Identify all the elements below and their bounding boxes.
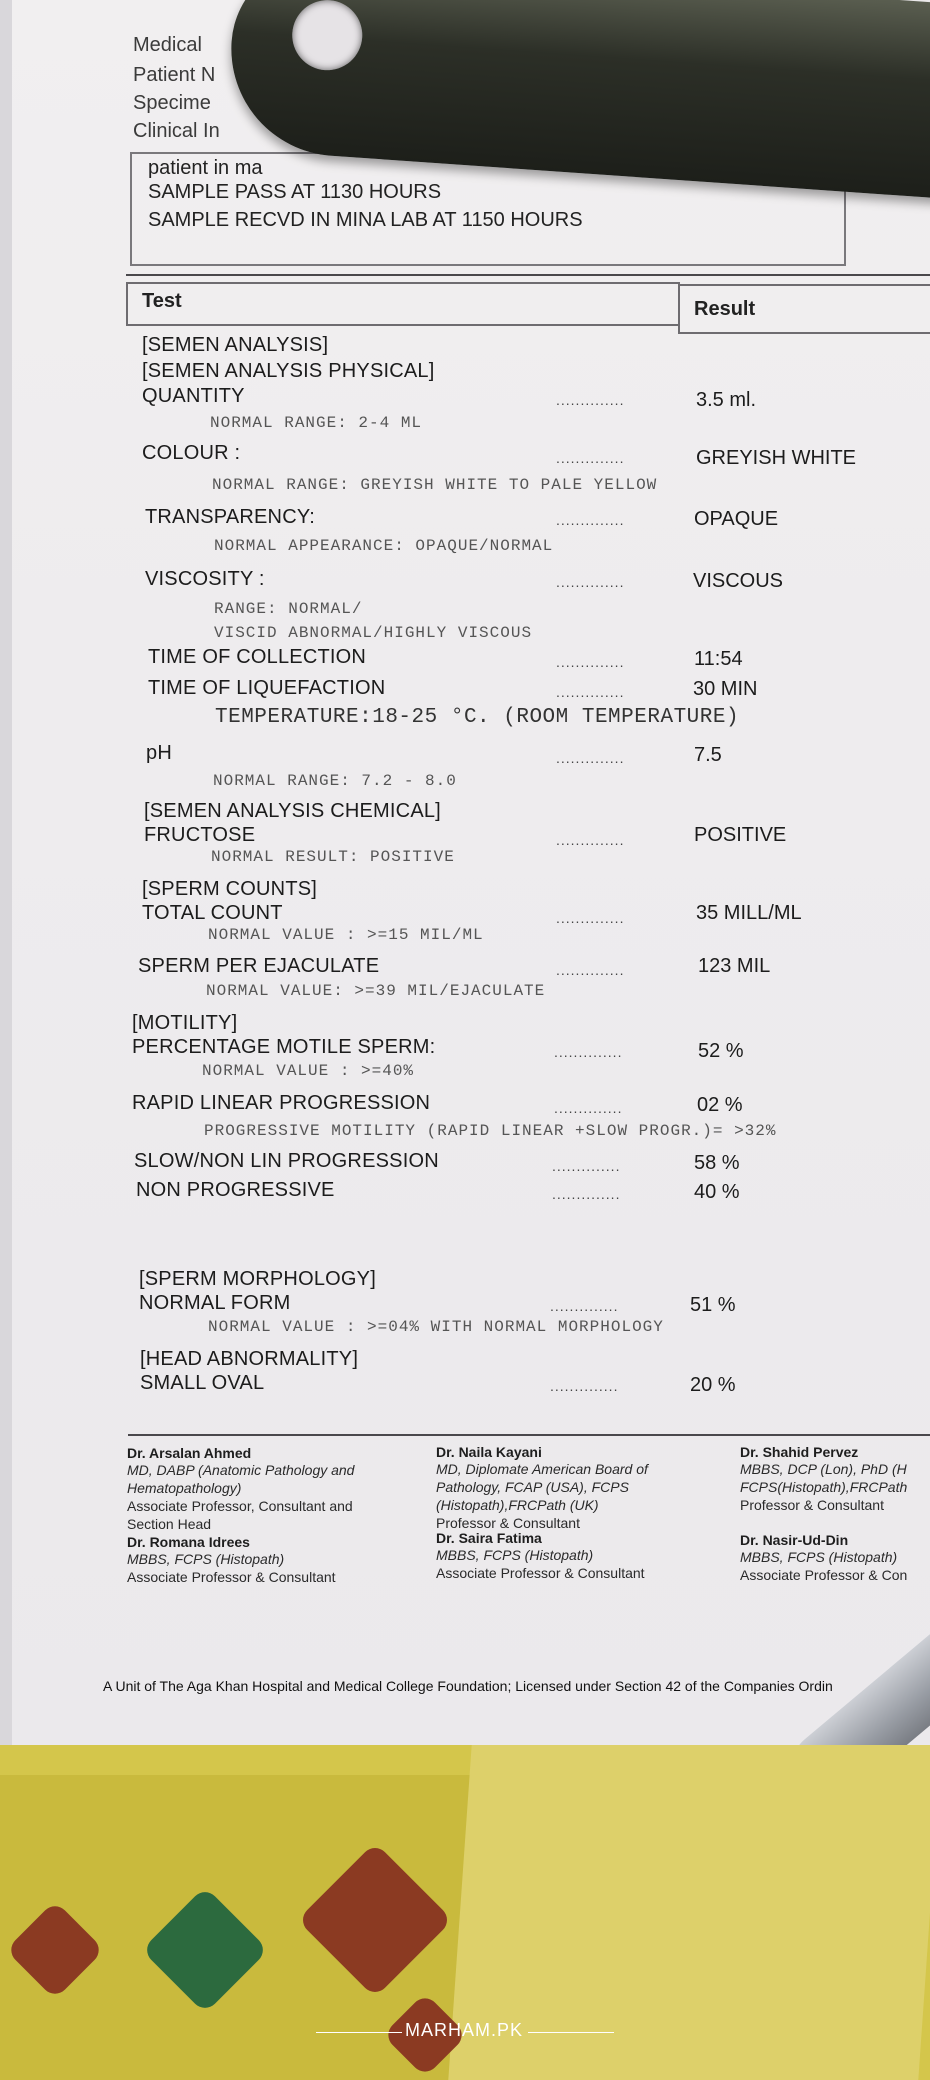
doctor-name: Dr. Shahid Pervez xyxy=(740,1444,859,1460)
test-name: TIME OF LIQUEFACTION xyxy=(148,677,386,699)
section-heading: [SPERM COUNTS] xyxy=(142,878,318,900)
doctor-title: Professor & Consultant xyxy=(740,1497,884,1513)
reference-range: NORMAL VALUE : >=40% xyxy=(202,1062,415,1080)
header-label-patient: Patient N xyxy=(133,64,216,86)
test-name: pH xyxy=(146,742,172,764)
test-name: TRANSPARENCY: xyxy=(145,506,316,528)
test-name: NON PROGRESSIVE xyxy=(136,1179,335,1201)
doctor-name: Dr. Saira Fatima xyxy=(436,1530,542,1546)
test-name: RAPID LINEAR PROGRESSION xyxy=(132,1092,431,1114)
header-label-medical: Medical xyxy=(133,34,202,56)
test-name: SMALL OVAL xyxy=(140,1372,265,1394)
test-result: GREYISH WHITE xyxy=(696,447,857,469)
doctor-title: Associate Professor & Consultant xyxy=(127,1569,336,1585)
test-result: 52 % xyxy=(698,1040,744,1062)
clinical-note-line: SAMPLE PASS AT 1130 HOURS xyxy=(148,181,442,203)
reference-range: PROGRESSIVE MOTILITY (RAPID LINEAR +SLOW PROGR.)= >32% xyxy=(204,1122,777,1140)
doctor-name: Dr. Romana Idrees xyxy=(127,1534,250,1550)
doctor-block xyxy=(740,1444,907,1514)
test-column-header xyxy=(126,282,680,326)
test-name: COLOUR : xyxy=(142,442,241,464)
test-result: 02 % xyxy=(697,1094,743,1116)
doctor-credentials: MBBS, FCPS (Histopath) xyxy=(436,1547,594,1563)
reference-range: NORMAL RESULT: POSITIVE xyxy=(211,848,455,866)
test-result: 20 % xyxy=(690,1374,736,1396)
test-name: FRUCTOSE xyxy=(144,824,256,846)
test-result: 40 % xyxy=(694,1181,740,1203)
leader-dots: .............. xyxy=(556,684,625,700)
doctor-block xyxy=(436,1530,645,1582)
doctor-credentials: Hematopathology) xyxy=(127,1480,242,1496)
section-heading: [SEMEN ANALYSIS PHYSICAL] xyxy=(142,360,435,382)
leader-dots: .............. xyxy=(556,910,625,926)
test-result: 123 MIL xyxy=(698,955,771,977)
leader-dots: .............. xyxy=(552,1158,621,1174)
doctor-credentials: FCPS(Histopath),FRCPath xyxy=(740,1479,908,1495)
reference-range: RANGE: NORMAL/ xyxy=(214,600,363,618)
test-name: QUANTITY xyxy=(142,385,245,407)
test-result: 30 MIN xyxy=(693,678,758,700)
test-result: 11:54 xyxy=(694,648,743,670)
reference-range: NORMAL RANGE: GREYISH WHITE TO PALE YELLOW xyxy=(212,476,658,494)
doctor-name: Dr. Nasir-Ud-Din xyxy=(740,1532,849,1548)
leader-dots: .............. xyxy=(550,1298,619,1314)
doctor-block xyxy=(127,1445,354,1533)
leader-dots: .............. xyxy=(556,450,625,466)
doctor-title: Professor & Consultant xyxy=(436,1515,580,1531)
doctor-credentials: MD, DABP (Anatomic Pathology and xyxy=(127,1462,355,1478)
test-name: SLOW/NON LIN PROGRESSION xyxy=(134,1150,439,1172)
temperature-note: TEMPERATURE:18-25 °C. (ROOM TEMPERATURE) xyxy=(215,706,740,729)
doctor-name: Dr. Arsalan Ahmed xyxy=(127,1445,252,1461)
leader-dots: .............. xyxy=(554,1100,623,1116)
paper-edge xyxy=(0,0,12,1745)
doctor-credentials: (Histopath),FRCPath (UK) xyxy=(436,1497,599,1513)
doctor-title: Associate Professor, Consultant and xyxy=(127,1498,353,1514)
doctor-title: Associate Professor & Con xyxy=(740,1567,908,1583)
test-name: TIME OF COLLECTION xyxy=(148,646,367,668)
leader-dots: .............. xyxy=(552,1186,621,1202)
doctor-credentials: MBBS, FCPS (Histopath) xyxy=(740,1549,898,1565)
test-result: 3.5 ml. xyxy=(696,389,757,411)
leader-dots: .............. xyxy=(556,392,625,408)
reference-range: NORMAL RANGE: 7.2 - 8.0 xyxy=(213,772,457,790)
test-result: VISCOUS xyxy=(693,570,784,592)
doctor-title: Associate Professor & Consultant xyxy=(436,1565,645,1581)
leader-dots: .............. xyxy=(550,1378,619,1394)
doctor-credentials: Pathology, FCAP (USA), FCPS xyxy=(436,1479,629,1495)
leader-dots: .............. xyxy=(556,512,625,528)
reference-range: NORMAL RANGE: 2-4 ML xyxy=(210,414,423,432)
doctor-credentials: MBBS, FCPS (Histopath) xyxy=(127,1551,285,1567)
test-name: VISCOSITY : xyxy=(145,568,265,590)
doctor-name: Dr. Naila Kayani xyxy=(436,1444,542,1460)
test-result: POSITIVE xyxy=(694,824,787,846)
reference-range: NORMAL VALUE: >=39 MIL/EJACULATE xyxy=(206,982,546,1000)
leader-dots: .............. xyxy=(556,750,625,766)
test-name: PERCENTAGE MOTILE SPERM: xyxy=(132,1036,436,1058)
leader-dots: .............. xyxy=(554,1044,623,1060)
doctor-block xyxy=(127,1534,336,1586)
footer-text: A Unit of The Aga Khan Hospital and Medical College Foundation; Licensed under Section 42 of the Companies Ordin xyxy=(103,1678,833,1694)
clinical-note-line: SAMPLE RECVD IN MINA LAB AT 1150 HOURS xyxy=(148,209,583,231)
watermark-line xyxy=(316,2032,402,2033)
reference-range: VISCID ABNORMAL/HIGHLY VISCOUS xyxy=(214,624,533,642)
reference-range: NORMAL VALUE : >=15 MIL/ML xyxy=(208,926,484,944)
signature-divider xyxy=(128,1434,930,1436)
section-heading: [HEAD ABNORMALITY] xyxy=(140,1348,359,1370)
header-label-clinical: Clinical In xyxy=(133,120,220,142)
doctor-block xyxy=(740,1532,907,1584)
test-name: SPERM PER EJACULATE xyxy=(138,955,380,977)
clinical-note-line: patient in ma xyxy=(148,157,263,179)
clip-hole xyxy=(290,0,365,73)
test-header-label: Test xyxy=(142,290,182,312)
test-result: 58 % xyxy=(694,1152,740,1174)
section-heading: [MOTILITY] xyxy=(132,1012,238,1034)
result-header-label: Result xyxy=(694,298,756,320)
test-result: 7.5 xyxy=(694,744,722,766)
test-result: OPAQUE xyxy=(694,508,779,530)
doctor-block xyxy=(436,1444,648,1532)
test-name: NORMAL FORM xyxy=(139,1292,291,1314)
section-heading: [SPERM MORPHOLOGY] xyxy=(139,1268,376,1290)
reference-range: NORMAL APPEARANCE: OPAQUE/NORMAL xyxy=(214,537,554,555)
test-result: 51 % xyxy=(690,1294,736,1316)
leader-dots: .............. xyxy=(556,832,625,848)
leader-dots: .............. xyxy=(556,574,625,590)
watermark-line xyxy=(528,2032,614,2033)
doctor-credentials: MD, Diplomate American Board of xyxy=(436,1461,648,1477)
leader-dots: .............. xyxy=(556,654,625,670)
header-label-specimen: Specime xyxy=(133,92,211,114)
divider xyxy=(126,274,930,276)
section-heading: [SEMEN ANALYSIS CHEMICAL] xyxy=(144,800,441,822)
doctor-credentials: MBBS, DCP (Lon), PhD (H xyxy=(740,1461,907,1477)
leader-dots: .............. xyxy=(556,962,625,978)
section-heading: [SEMEN ANALYSIS] xyxy=(142,334,329,356)
watermark: MARHAM.PK xyxy=(405,2020,524,2040)
test-result: 35 MILL/ML xyxy=(696,902,802,924)
doctor-title: Section Head xyxy=(127,1516,212,1532)
reference-range: NORMAL VALUE : >=04% WITH NORMAL MORPHOLOGY xyxy=(208,1318,664,1336)
test-name: TOTAL COUNT xyxy=(142,902,283,924)
